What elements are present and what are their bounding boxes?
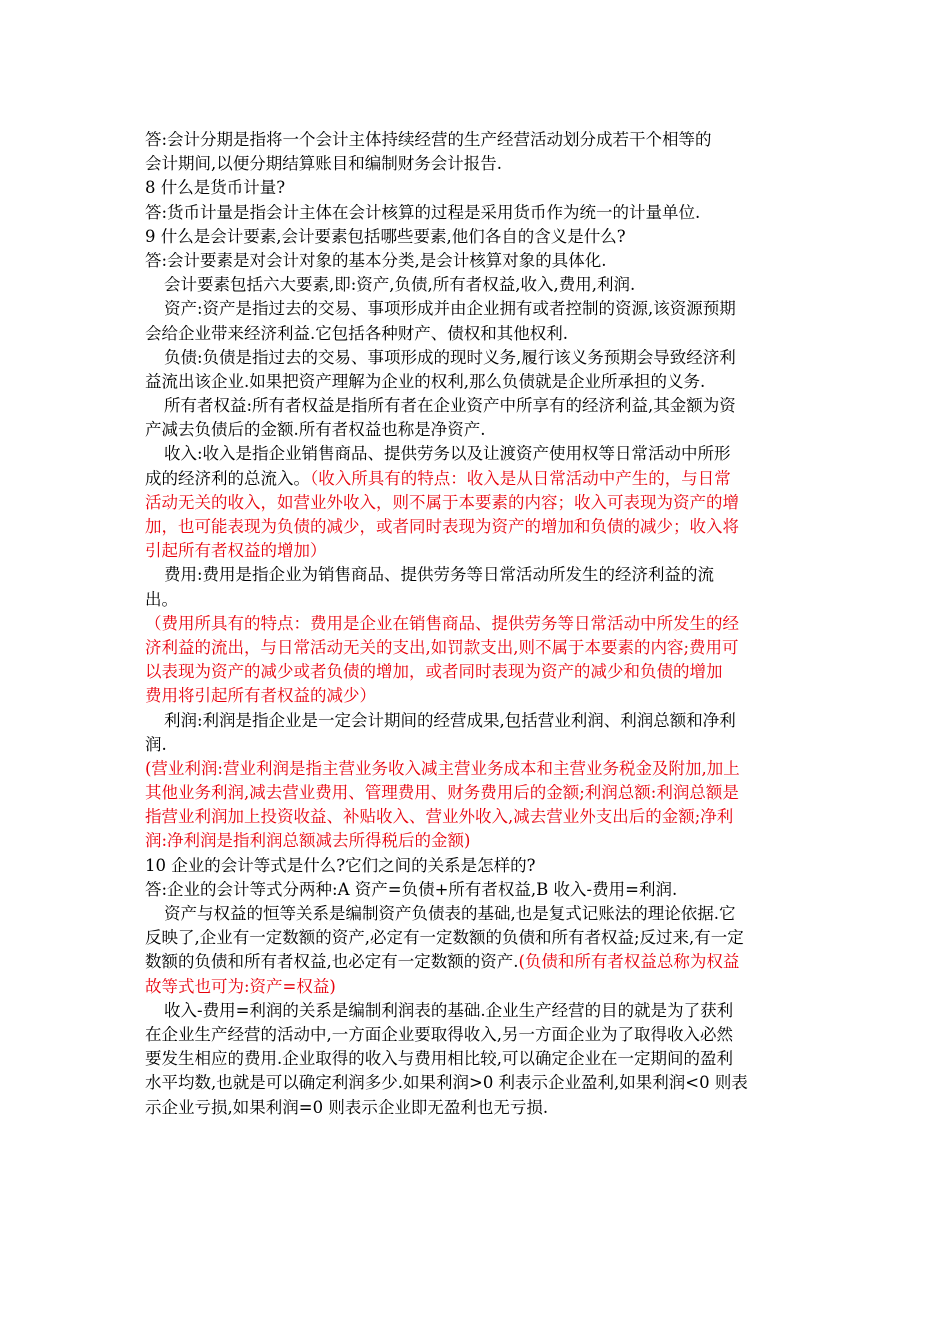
text-line: 要发生相应的费用.企业取得的收入与费用相比较,可以确定企业在一定期间的盈利 bbox=[145, 1049, 733, 1069]
text-line: 会计要素包括六大要素,即:资产,负债,所有者权益,收入,费用,利润. bbox=[164, 275, 636, 295]
text-line: 收入-费用=利润的关系是编制利润表的基础.企业生产经营的目的就是为了获利 bbox=[164, 1000, 734, 1020]
text-line: 费用:费用是指企业为销售商品、提供劳务等日常活动所发生的经济利益的流 bbox=[164, 565, 715, 585]
text-segment: 成的经济利的总流入。 bbox=[145, 468, 310, 488]
note-line: (营业利润:营业利润是指主营业务收入减主营业务成本和主营业务税金及附加,加上 bbox=[145, 758, 740, 778]
text-line bbox=[145, 467, 845, 491]
text-segment: 数额的负债和所有者权益,也必定有一定数额的资产. bbox=[145, 952, 519, 972]
note-text: （收入所具有的特点：收入是从日常活动中产生的，与日常 bbox=[310, 468, 731, 488]
text-line: 答:会计要素是对会计对象的基本分类,是会计核算对象的具体化. bbox=[145, 250, 607, 270]
question-10: 10 企业的会计等式是什么?它们之间的关系是怎样的? bbox=[145, 855, 536, 875]
note-line: 故等式也可为:资产=权益) bbox=[145, 976, 336, 996]
text-line: 资产与权益的恒等关系是编制资产负债表的基础,也是复式记账法的理论依据.它 bbox=[164, 904, 736, 923]
note-line: （费用所具有的特点：费用是企业在销售商品、提供劳务等日常活动中所发生的经 bbox=[145, 613, 739, 633]
text-line: 水平均数,也就是可以确定利润多少.如果利润>0 利表示企业盈利,如果利润<0 则表 bbox=[145, 1073, 748, 1093]
text-line: 会计期间,以便分期结算账目和编制财务会计报告. bbox=[145, 154, 502, 174]
note-line: 济利益的流出，与日常活动无关的支出,如罚款支出,则不属于本要素的内容;费用可 bbox=[145, 637, 739, 657]
text-line: 答:货币计量是指会计主体在会计核算的过程是采用货币作为统一的计量单位. bbox=[145, 202, 701, 222]
note-text: (负债和所有者权益总称为权益 bbox=[518, 952, 740, 972]
document-body bbox=[145, 128, 845, 1120]
note-line: 活动无关的收入，如营业外收入，则不属于本要素的内容；收入可表现为资产的增 bbox=[145, 492, 739, 512]
text-line: 负债:负债是指过去的交易、事项形成的现时义务,履行该义务预期会导致经济利 bbox=[164, 347, 736, 367]
text-line: 所有者权益:所有者权益是指所有者在企业资产中所享有的经济利益,其金额为资 bbox=[164, 396, 736, 416]
text-line: 资产:资产是指过去的交易、事项形成并由企业拥有或者控制的资源,该资源预期 bbox=[164, 299, 736, 319]
note-line: 其他业务利润,减去营业费用、管理费用、财务费用后的金额;利润总额:利润总额是 bbox=[145, 783, 739, 803]
text-line: 反映了,企业有一定数额的资产,必定有一定数额的负债和所有者权益;反过来,有一定 bbox=[145, 928, 744, 948]
text-line: 在企业生产经营的活动中,一方面企业要取得收入,另一方面企业为了取得收入必然 bbox=[145, 1024, 733, 1044]
text-line: 答:会计分期是指将一个会计主体持续经营的生产经营活动划分成若干个相等的 bbox=[145, 130, 712, 149]
question-8: 8 什么是货币计量? bbox=[145, 178, 286, 198]
text-line: 产减去负债后的金额.所有者权益也称是净资产. bbox=[145, 420, 486, 440]
text-line bbox=[145, 950, 845, 974]
text-line: 利润:利润是指企业是一定会计期间的经营成果,包括营业利润、利润总额和净利 bbox=[164, 710, 736, 730]
question-9: 9 什么是会计要素,会计要素包括哪些要素,他们各自的含义是什么? bbox=[145, 226, 626, 246]
note-line: 润:净利润是指利润总额减去所得税后的金额) bbox=[145, 831, 471, 851]
note-line: 引起所有者权益的增加） bbox=[145, 541, 327, 561]
note-line: 指营业利润加上投资收益、补贴收入、营业外收入,减去营业外支出后的金额;净利 bbox=[145, 807, 734, 827]
note-line: 加，也可能表现为负债的减少，或者同时表现为资产的增加和负债的减少；收入将 bbox=[145, 517, 739, 536]
text-line: 益流出该企业.如果把资产理解为企业的权利,那么负债就是企业所承担的义务. bbox=[145, 371, 706, 391]
text-line: 会给企业带来经济利益.它包括各种财产、债权和其他权利. bbox=[145, 323, 568, 343]
text-line: 答:企业的会计等式分两种:A 资产=负债+所有者权益,B 收入-费用=利润. bbox=[145, 879, 678, 899]
note-line: 以表现为资产的减少或者负债的增加，或者同时表现为资产的减少和负债的增加 bbox=[145, 662, 723, 682]
text-line: 润. bbox=[145, 734, 167, 754]
text-line: 示企业亏损,如果利润=0 则表示企业即无盈利也无亏损. bbox=[145, 1097, 549, 1117]
note-line: 费用将引起所有者权益的减少） bbox=[145, 686, 376, 706]
text-line: 收入:收入是指企业销售商品、提供劳务以及让渡资产使用权等日常活动中所形 bbox=[164, 444, 731, 464]
text-line: 出。 bbox=[145, 589, 178, 609]
